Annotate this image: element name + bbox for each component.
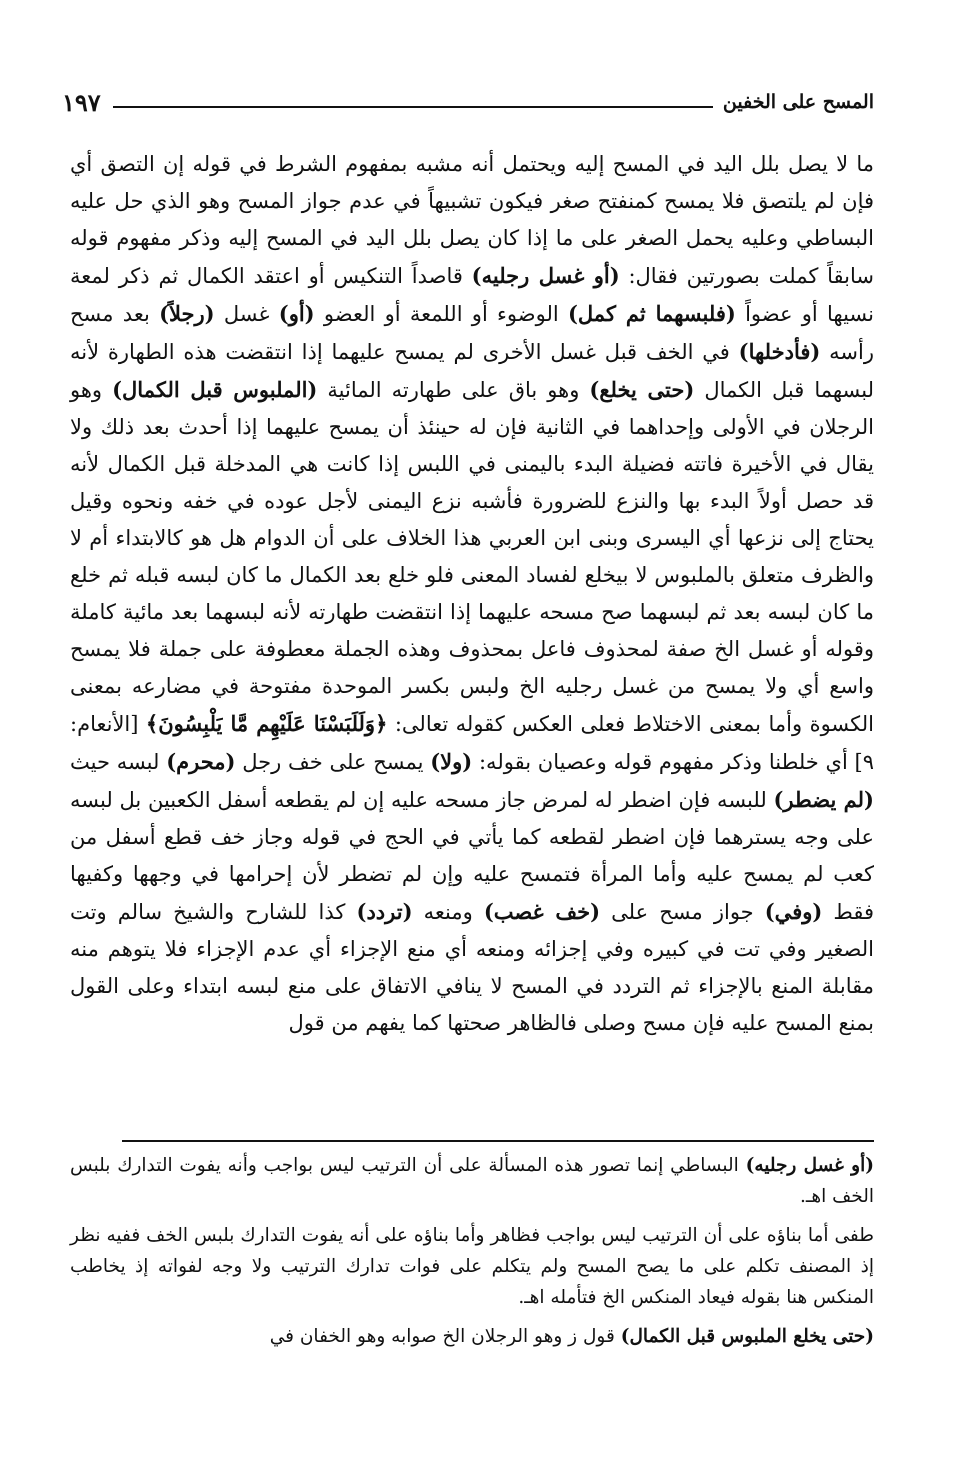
text-run: [الأنعام: ٩] أي خلطنا وذكر مفهوم قوله وعصيان بقوله:: [70, 712, 875, 774]
footnote-3: [70, 1321, 874, 1352]
bold-term: (ولا): [430, 749, 473, 774]
bold-term: (حتى يخلع): [589, 377, 695, 402]
bold-term: (محرم): [166, 749, 236, 774]
footnote-2: [70, 1220, 874, 1313]
bold-term: (خف غصب): [483, 899, 601, 924]
footnote-1: [70, 1150, 874, 1212]
text-run: البساطي إنما تصور هذه المسألة على أن الترتيب ليس بواجب وأنه يفوت التدارك بلبس الخف اهـ.: [70, 1155, 874, 1207]
bold-term: (أو): [278, 301, 315, 326]
text-run: طفى أما بناؤه على أن الترتيب ليس بواجب فظاهر وأما بناؤه على أنه يفوت التدارك بلبس الخف ففيه نظر إذ المصنف تكلم على ما يصح المسح ولم يتكلم على فوات تدارك الترتيب ولا وجه لفواته إذ يخاطب المنكس هنا بقوله فيعاد المنكس الخ فتأمله اهـ.: [70, 1225, 874, 1308]
bold-term: (فلبسهما ثم كمل): [567, 301, 736, 326]
text-run: ومنعه: [412, 900, 484, 924]
bold-term: (رجلاً): [159, 301, 215, 326]
text-run: جواز مسح على: [600, 900, 765, 924]
text-run: بعد مسح رأسه: [70, 302, 874, 364]
bold-term: (أو غسل رجليه): [745, 1155, 874, 1176]
text-run: كذا للشارح والشيخ سالم وتت الصغير وفي تت في كبيره وفي إجزائه ومنعه أي منع الإجزاء أي عدم الإجزاء فلا يتوهم منه مقابلة المنع بالإجزاء ثم التردد في المسح لا ينافي الاتفاق على منع لبسه ابتداء وعلى القول بمنع المسح عليه فإن مسح وصلى فالظاهر صحتها كما يفهم من قول: [70, 900, 874, 1035]
text-run: لبسه حيث: [70, 750, 167, 774]
main-text: [70, 146, 874, 1042]
bold-term: (حتى يخلع الملبوس قبل الكمال): [620, 1326, 874, 1347]
text-run: الوضوء أو اللمعة أو العضو: [314, 302, 568, 326]
text-run: ما لا يصل بلل اليد في المسح إليه ويحتمل أنه مشبه بمفهوم الشرط في قوله إن التصق أي فإن لم يلتصق فلا يمسح كمنفتح صغر فيكون تشبيهاً في عدم جواز المسح وهو الذي حل عليه البساطي وعليه يحمل الصغر على ما إذا كان يصل بلل اليد في المسح إليه وذكر مفهوم قوله سابقاً كملت بصورتين فقال:: [70, 152, 874, 288]
main-paragraph: [70, 146, 874, 1042]
bold-term: ﴿وَلَلَبَسْنَا عَلَيْهِم مَّا يَلْبِسُونَ﴾: [145, 711, 388, 736]
text-run: قاصداً التنكيس أو اعتقد الكمال ثم ذكر لمعة نسيها أو عضواً: [70, 264, 874, 326]
bold-term: (تردد): [356, 899, 413, 924]
text-run: للبسه فإن اضطر له لمرض جاز مسحه عليه إن لم يقطعه أسفل الكعبين بل لبسه على وجه يسترهما فإن اضطر لقطعه كما يأتي في الحج في قوله وجاز خف قطع أسفل من كعب لم يمسح عليه وأما المرأة فتمسح عليه وإن لم تضطر لأن إحرامها في وجهها وكفيها فقط: [70, 788, 875, 924]
bold-term: (فأدخلها): [738, 339, 821, 364]
text-run: وهو باق على طهارته المائية: [317, 378, 590, 402]
running-title: المسح على الخفين: [722, 91, 874, 113]
bold-term: (وفي): [764, 899, 823, 924]
text-run: وهو الرجلان في الأولى وإحداهما في الثانية فإن له حينئذ أن يمسح عليهما إذا أحدث بعد ذلك ولا يقال في الأخيرة فاتته فضيلة البدء باليمنى في اللبس إذا كانت هي المدخلة قبل الكمال لأنه قد حصل أولاً البدء بها والنزع للضرورة فأشبه نزع اليمنى لأجل عوده في خفه ونحوه وقيل يحتاج إلى نزعها أي اليسرى وبنى ابن العربي هذا الخلاف على أن الدوام هل هو كالابتداء أم لا والظرف متعلق بالملبوس لا بيخلع لفساد المعنى فلو خلع بعد الكمال ما كان لبسه قبله ثم خلع ما كان لبسه بعد ثم لبسهما صح مسحه عليهما إذا انتقضت طهارته لأنه لبسهما بعد مائية كاملة وقوله أو غسل الخ صفة لمحذوف فاعل بمحذوف وهذه الجملة معطوفة على جملة فلا يمسح واسع أي ولا يمسح من غسل رجليه الخ ولبس بكسر الموحدة مفتوحة في مضارعه بمعنى الكسوة وأما بمعنى الاختلاط فعلى العكس كقوله تعالى:: [70, 378, 874, 736]
footnotes: [70, 1150, 874, 1360]
header-rule: [113, 106, 713, 108]
text-run: يمسح على خف رجل: [235, 750, 431, 774]
text-run: في الخف قبل غسل الأخرى لم يمسح عليهما إذا انتقضت هذه الطهارة لأنه لبسهما قبل الكمال: [70, 340, 875, 402]
text-run: غسل: [214, 302, 279, 326]
text-run: قول ز وهو الرجلان الخ صوابه وهو الخفان في: [269, 1326, 621, 1347]
bold-term: (لم يضطر): [773, 787, 874, 812]
bold-term: (الملبوس قبل الكمال): [112, 377, 318, 402]
footnote-separator: [122, 1140, 874, 1142]
page-number: ١٩٧: [62, 87, 101, 117]
bold-term: (أو غسل رجليه): [471, 263, 620, 288]
page-header: [62, 80, 874, 124]
